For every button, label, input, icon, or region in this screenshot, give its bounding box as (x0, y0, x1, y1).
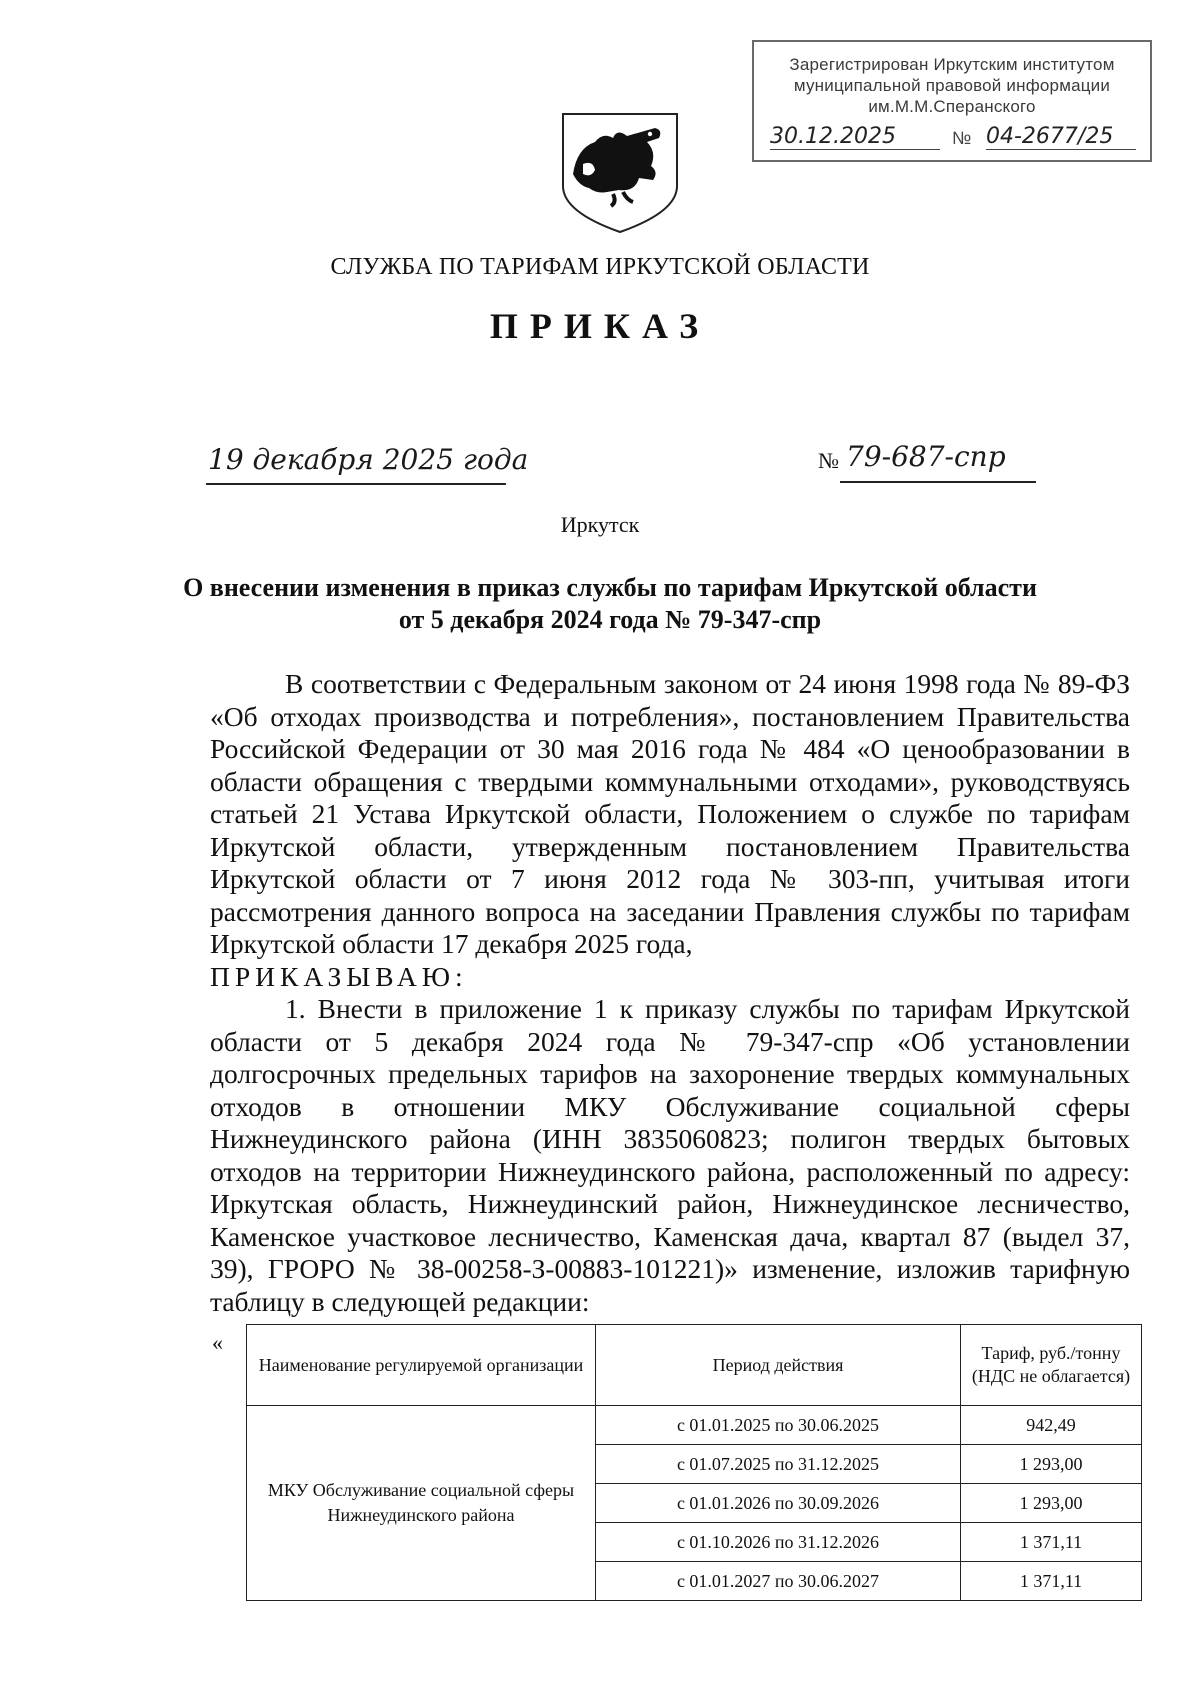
order-subject (180, 572, 1040, 636)
table-row (247, 1406, 1142, 1445)
order-number: 79-687-спр (846, 440, 1006, 473)
period-cell: с 01.01.2025 по 30.06.2025 (596, 1406, 961, 1445)
decree-word: ПРИКАЗЫВАЮ: (210, 960, 468, 992)
tariff-cell: 942,49 (961, 1406, 1142, 1445)
order-body (210, 668, 1130, 1318)
stamp-reg-no-label: № (952, 128, 972, 148)
preamble-paragraph: В соответствии с Федеральным законом от 24 июня 1998 года № 89-ФЗ «Об отходах производства и потребления», постановлением Правительства Российской Федерации от 30 мая 2016 года № 484 «О ценообразовании в области обращения с твердыми коммунальными отходами», руководствуясь статьей 21 Устава Иркутской области, Положением о службе по тарифам Иркутской области, утвержденным постановлением Правительства Иркутской области от 7 июня 2012 года № 303-пп, учитывая итоги рассмотрения данного вопроса на заседании Правления службы по тарифам Иркутской области 17 декабря 2025 года, (210, 668, 1130, 959)
table-open-quote: « (212, 1330, 223, 1355)
stamp-line-2: муниципальной правовой информации (793, 76, 1111, 95)
header-period: Период действия (596, 1325, 961, 1406)
tariff-cell: 1 371,11 (961, 1523, 1142, 1562)
order-number-underline (840, 481, 1036, 483)
stamp-line-1: Зарегистрирован Иркутским институтом (789, 55, 1115, 74)
stamp-line-3: им.М.М.Сперанского (868, 97, 1036, 116)
period-cell: с 01.10.2026 по 31.12.2026 (596, 1523, 961, 1562)
item-1-paragraph: 1. Внести в приложение 1 к приказу службы по тарифам Иркутской области от 5 декабря 2024 года № 79-347-спр «Об установлении долгосрочных предельных тарифов на захоронение твердых коммунальных отходов в отношении МКУ Обслуживание социальной сферы Нижнеудинского района (ИНН 3835060823; полигон твердых бытовых отходов на территории Нижнеудинского района, расположенный по адресу: Иркутская область, Нижнеудинский район, Нижнеудинское лесничество, Каменское участковое лесничество, Каменская дача, квартал 87 (выдел 37, 39), ГРОРО № 38-00258-З-00883-101221)» изменение, изложив тарифную таблицу в следующей редакции: (210, 993, 1130, 1317)
agency-name: СЛУЖБА ПО ТАРИФАМ ИРКУТСКОЙ ОБЛАСТИ (330, 254, 870, 280)
order-date-underline (206, 483, 506, 485)
header-org: Наименование регулируемой организации (247, 1325, 596, 1406)
city-name: Иркутск (560, 512, 640, 537)
stamp-reg-date: 30.12.2025 (770, 124, 940, 150)
table-header-row (247, 1325, 1142, 1406)
tariff-table (246, 1324, 1142, 1601)
order-number-label: № (818, 448, 839, 473)
registration-stamp (752, 40, 1152, 162)
coat-of-arms-icon (555, 108, 685, 238)
tariff-cell: 1 293,00 (961, 1484, 1142, 1523)
tariff-cell: 1 293,00 (961, 1445, 1142, 1484)
period-cell: с 01.01.2027 по 30.06.2027 (596, 1562, 961, 1601)
org-name-cell: МКУ Обслуживание социальной сферы Нижнеудинского района (247, 1406, 596, 1601)
tariff-cell: 1 371,11 (961, 1562, 1142, 1601)
period-cell: с 01.07.2025 по 31.12.2025 (596, 1445, 961, 1484)
order-date: 19 декабря 2025 года (208, 443, 529, 476)
stamp-reg-no: 04-2677/25 (986, 124, 1136, 150)
subject-line-1: О внесении изменения в приказ службы по тарифам Иркутской области (183, 573, 1037, 602)
subject-line-2: от 5 декабря 2024 года № 79-347-спр (398, 605, 822, 634)
header-tariff: Тариф, руб./тонну (НДС не облагается) (961, 1325, 1142, 1406)
order-title: ПРИКАЗ (489, 306, 711, 346)
period-cell: с 01.01.2026 по 30.09.2026 (596, 1484, 961, 1523)
